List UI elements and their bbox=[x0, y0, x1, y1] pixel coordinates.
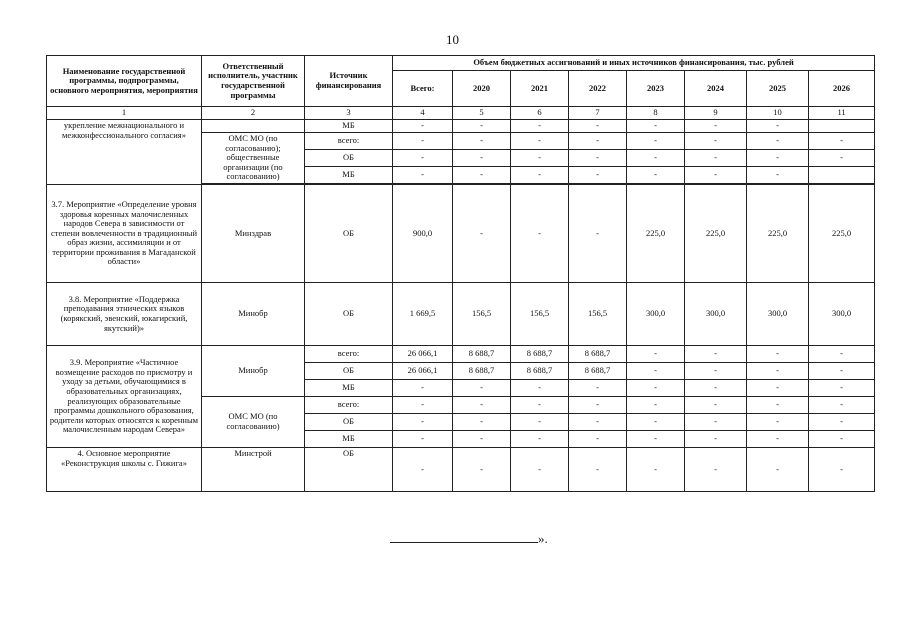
value-cell: - bbox=[627, 431, 685, 448]
value-cell: - bbox=[393, 120, 453, 133]
index-cell: 4 bbox=[393, 107, 453, 120]
source-cell: МБ bbox=[305, 431, 393, 448]
value-cell: - bbox=[809, 431, 875, 448]
source-cell: всего: bbox=[305, 346, 393, 363]
value-cell: - bbox=[747, 133, 809, 150]
value-cell: - bbox=[569, 120, 627, 133]
value-cell: - bbox=[809, 380, 875, 397]
value-cell: - bbox=[685, 120, 747, 133]
value-cell: - bbox=[685, 431, 747, 448]
table-row bbox=[47, 283, 875, 346]
page-number: 10 bbox=[446, 32, 459, 47]
value-cell: 8 688,7 bbox=[453, 363, 511, 380]
value-cell: 225,0 bbox=[809, 185, 875, 283]
value-cell: - bbox=[747, 150, 809, 167]
responsible-cell bbox=[202, 120, 305, 133]
value-cell: - bbox=[627, 167, 685, 184]
value-cell: - bbox=[809, 363, 875, 380]
responsible-cell: ОМС МО (по согласованию); общественные организации (по согласованию) bbox=[202, 133, 305, 184]
value-cell: 8 688,7 bbox=[453, 346, 511, 363]
value-cell: 156,5 bbox=[569, 283, 627, 346]
value-cell: 900,0 bbox=[393, 185, 453, 283]
closing-quote: ». bbox=[538, 531, 548, 546]
value-cell: - bbox=[747, 363, 809, 380]
value-cell: 26 066,1 bbox=[393, 346, 453, 363]
value-cell: - bbox=[627, 133, 685, 150]
value-cell: 225,0 bbox=[747, 185, 809, 283]
value-cell: - bbox=[627, 346, 685, 363]
value-cell: - bbox=[569, 448, 627, 492]
value-cell: - bbox=[747, 397, 809, 414]
value-cell: - bbox=[393, 167, 453, 184]
source-cell: ОБ bbox=[305, 185, 393, 283]
table-row bbox=[47, 185, 875, 283]
header-year: 2026 bbox=[809, 71, 875, 107]
value-cell: - bbox=[511, 414, 569, 431]
value-cell: - bbox=[511, 397, 569, 414]
value-cell: - bbox=[393, 414, 453, 431]
value-cell bbox=[809, 167, 875, 184]
value-cell: - bbox=[685, 167, 747, 184]
activity-name: укрепление межнационального и межконфессионального согласия» bbox=[47, 120, 202, 185]
value-cell: - bbox=[809, 133, 875, 150]
activity-name: 3.8. Мероприятие «Поддержка преподавания этнических языков (корякский, эвенский, юкагирский, якутский)» bbox=[47, 283, 202, 346]
value-cell: - bbox=[569, 431, 627, 448]
value-cell: - bbox=[627, 397, 685, 414]
value-cell: - bbox=[747, 448, 809, 492]
index-cell: 8 bbox=[627, 107, 685, 120]
value-cell: - bbox=[627, 363, 685, 380]
index-cell: 5 bbox=[453, 107, 511, 120]
value-cell: - bbox=[511, 185, 569, 283]
value-cell: - bbox=[627, 448, 685, 492]
value-cell: 1 669,5 bbox=[393, 283, 453, 346]
financing-table bbox=[46, 55, 875, 492]
value-cell: 8 688,7 bbox=[511, 346, 569, 363]
activity-name: 3.7. Мероприятие «Определение уровня здоровья коренных малочисленных народов Севера в зависимости от степени вовлеченности в традиционный образ жизни, ассимиляции и от территории проживания в Магаданской области» bbox=[47, 185, 202, 283]
header-source: Источник финансирования bbox=[305, 56, 393, 107]
value-cell: - bbox=[627, 414, 685, 431]
value-cell: - bbox=[747, 346, 809, 363]
value-cell: - bbox=[393, 431, 453, 448]
header-year: 2025 bbox=[747, 71, 809, 107]
value-cell: - bbox=[685, 150, 747, 167]
header-year: 2021 bbox=[511, 71, 569, 107]
value-cell: - bbox=[511, 133, 569, 150]
value-cell: - bbox=[685, 414, 747, 431]
value-cell: - bbox=[569, 167, 627, 184]
value-cell: - bbox=[809, 414, 875, 431]
value-cell: 8 688,7 bbox=[511, 363, 569, 380]
value-cell: 300,0 bbox=[747, 283, 809, 346]
value-cell: 300,0 bbox=[809, 283, 875, 346]
value-cell: - bbox=[569, 380, 627, 397]
index-cell: 2 bbox=[202, 107, 305, 120]
value-cell: - bbox=[569, 150, 627, 167]
value-cell: - bbox=[809, 346, 875, 363]
value-cell: - bbox=[453, 120, 511, 133]
source-cell: ОБ bbox=[305, 414, 393, 431]
index-cell: 3 bbox=[305, 107, 393, 120]
header-volume: Объем бюджетных ассигнований и иных источников финансирования, тыс. рублей bbox=[393, 56, 875, 71]
value-cell: - bbox=[747, 167, 809, 184]
value-cell: - bbox=[511, 448, 569, 492]
activity-name: 3.9. Мероприятие «Частичное возмещение расходов по присмотру и уходу за детьми, обучающимися в образовательных организациях, реализующих образовательные программы дошкольного образования, родители которых относятся к коренным малочисленным народам Севера» bbox=[47, 346, 202, 448]
responsible-cell: ОМС МО (по согласованию) bbox=[202, 397, 305, 448]
index-cell: 9 bbox=[685, 107, 747, 120]
value-cell: - bbox=[685, 397, 747, 414]
responsible-cell: Минобр bbox=[202, 283, 305, 346]
value-cell: 156,5 bbox=[453, 283, 511, 346]
value-cell: 8 688,7 bbox=[569, 363, 627, 380]
value-cell: - bbox=[511, 167, 569, 184]
value-cell bbox=[809, 120, 875, 133]
value-cell: - bbox=[685, 346, 747, 363]
source-cell: МБ bbox=[305, 380, 393, 397]
index-cell: 6 bbox=[511, 107, 569, 120]
value-cell: - bbox=[393, 397, 453, 414]
source-cell: МБ bbox=[305, 167, 393, 184]
index-row bbox=[47, 107, 875, 120]
header-name: Наименование государственной программы, подпрограммы, основного мероприятия, мероприятия bbox=[47, 56, 202, 107]
value-cell: - bbox=[453, 431, 511, 448]
value-cell: - bbox=[511, 150, 569, 167]
table-row bbox=[47, 346, 875, 363]
value-cell: - bbox=[747, 120, 809, 133]
header-year: 2023 bbox=[627, 71, 685, 107]
header-responsible: Ответственный исполнитель, участник государственной программы bbox=[202, 56, 305, 107]
value-cell: - bbox=[747, 431, 809, 448]
value-cell: - bbox=[393, 133, 453, 150]
index-cell: 1 bbox=[47, 107, 202, 120]
value-cell: - bbox=[393, 150, 453, 167]
value-cell: - bbox=[393, 448, 453, 492]
value-cell: - bbox=[809, 397, 875, 414]
source-cell: ОБ bbox=[305, 150, 393, 167]
value-cell: - bbox=[393, 380, 453, 397]
value-cell: - bbox=[747, 414, 809, 431]
value-cell: 26 066,1 bbox=[393, 363, 453, 380]
index-cell: 7 bbox=[569, 107, 627, 120]
header-year: 2020 bbox=[453, 71, 511, 107]
source-cell: всего: bbox=[305, 133, 393, 150]
table-row bbox=[47, 120, 875, 133]
value-cell: - bbox=[569, 397, 627, 414]
source-cell: ОБ bbox=[305, 448, 393, 492]
source-cell: всего: bbox=[305, 397, 393, 414]
value-cell: - bbox=[627, 380, 685, 397]
table-row bbox=[47, 448, 875, 492]
value-cell: - bbox=[569, 133, 627, 150]
source-cell: ОБ bbox=[305, 283, 393, 346]
value-cell: - bbox=[511, 120, 569, 133]
responsible-cell: Минздрав bbox=[202, 185, 305, 283]
value-cell: - bbox=[453, 167, 511, 184]
value-cell: - bbox=[685, 380, 747, 397]
value-cell: 300,0 bbox=[627, 283, 685, 346]
value-cell: - bbox=[453, 150, 511, 167]
value-cell: - bbox=[569, 414, 627, 431]
value-cell: 225,0 bbox=[685, 185, 747, 283]
value-cell: - bbox=[453, 397, 511, 414]
value-cell: 8 688,7 bbox=[569, 346, 627, 363]
source-cell: ОБ bbox=[305, 363, 393, 380]
header-row-1 bbox=[47, 56, 875, 71]
value-cell: 156,5 bbox=[511, 283, 569, 346]
value-cell: - bbox=[453, 380, 511, 397]
responsible-cell: Минстрой bbox=[202, 448, 305, 492]
signature-line bbox=[390, 533, 538, 543]
value-cell: - bbox=[453, 414, 511, 431]
value-cell: - bbox=[453, 448, 511, 492]
header-year: Всего: bbox=[393, 71, 453, 107]
closing-mark bbox=[390, 531, 555, 547]
value-cell: - bbox=[453, 133, 511, 150]
value-cell: - bbox=[453, 185, 511, 283]
activity-name: 4. Основное мероприятие «Реконструкция школы с. Гижига» bbox=[47, 448, 202, 492]
value-cell: - bbox=[809, 150, 875, 167]
value-cell: - bbox=[809, 448, 875, 492]
value-cell: 300,0 bbox=[685, 283, 747, 346]
value-cell: - bbox=[511, 431, 569, 448]
value-cell: - bbox=[747, 380, 809, 397]
value-cell: 225,0 bbox=[627, 185, 685, 283]
value-cell: - bbox=[627, 120, 685, 133]
value-cell: - bbox=[569, 185, 627, 283]
index-cell: 10 bbox=[747, 107, 809, 120]
responsible-cell: Минобр bbox=[202, 346, 305, 397]
value-cell: - bbox=[511, 380, 569, 397]
header-year: 2022 bbox=[569, 71, 627, 107]
source-cell: МБ bbox=[305, 120, 393, 133]
index-cell: 11 bbox=[809, 107, 875, 120]
value-cell: - bbox=[685, 363, 747, 380]
header-year: 2024 bbox=[685, 71, 747, 107]
value-cell: - bbox=[685, 448, 747, 492]
value-cell: - bbox=[627, 150, 685, 167]
value-cell: - bbox=[685, 133, 747, 150]
